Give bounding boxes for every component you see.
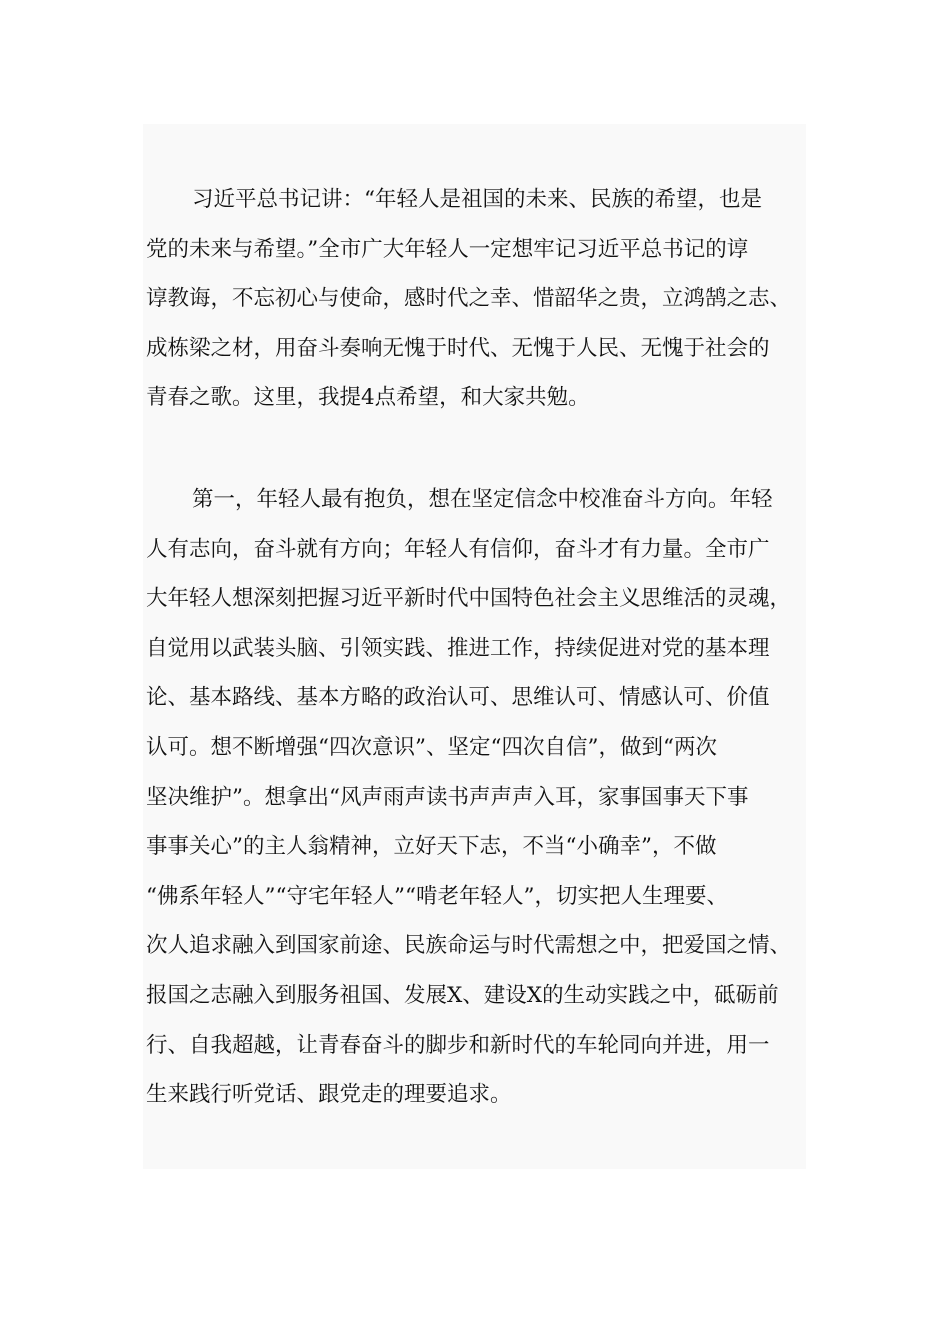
text-line: 事事关心”的主人翁精神，立好天下志，不当“小确幸”，不做 — [146, 834, 717, 860]
text-line: 行、自我超越，让青春奋斗的脚步和新时代的车轮同向并进，用一 — [146, 1032, 770, 1058]
text-line: 党的未来与希望。”全市广大年轻人一定想牢记习近平总书记的谆 — [146, 236, 749, 262]
paragraph-first-point — [146, 475, 826, 1120]
text-line: 次人追求融入到国家前途、民族命运与时代需想之中，把爱国之情、 — [146, 933, 792, 959]
text-line: 第一，年轻人最有抱负，想在坚定信念中校准奋斗方向。年轻 — [192, 487, 773, 512]
text-line: 大年轻人想深刻把握习近平新时代中国特色社会主义思维活的灵魂， — [146, 586, 792, 612]
text-line: 报国之志融入到服务祖国、发展X、建设X的生动实践之中，砥砺前 — [146, 982, 779, 1008]
text-line: 论、基本路线、基本方略的政治认可、思维认可、情感认可、价值 — [146, 685, 770, 711]
text-line: “佛系年轻人”“守宅年轻人”“啃老年轻人”，切实把人生理要、 — [146, 883, 728, 909]
text-line: 成栋梁之材，用奋斗奏响无愧于时代、无愧于人民、无愧于社会的 — [146, 335, 770, 361]
text-line: 认可。想不断增强“四次意识”、坚定“四次自信”，做到“两次 — [146, 734, 717, 760]
text-line: 谆教诲，不忘初心与使命，感时代之幸、惜韶华之贵，立鸿鹄之志、 — [146, 286, 792, 312]
text-line: 习近平总书记讲：“年轻人是祖国的未来、民族的希望，也是 — [192, 187, 762, 212]
text-line: 坚决维护”。想拿出“风声雨声读书声声声入耳，家事国事天下事 — [146, 784, 749, 810]
paragraph-intro — [146, 175, 826, 423]
text-line: 自觉用以武装头脑、引领实践、推进工作，持续促进对党的基本理 — [146, 635, 770, 661]
text-line: 青春之歌。这里，我提4点希望，和大家共勉。 — [146, 385, 590, 411]
text-line: 人有志向，奋斗就有方向；年轻人有信仰，奋斗才有力量。全市广 — [146, 536, 770, 562]
text-line: 生来践行听党话、跟党走的理要追求。 — [146, 1082, 512, 1108]
